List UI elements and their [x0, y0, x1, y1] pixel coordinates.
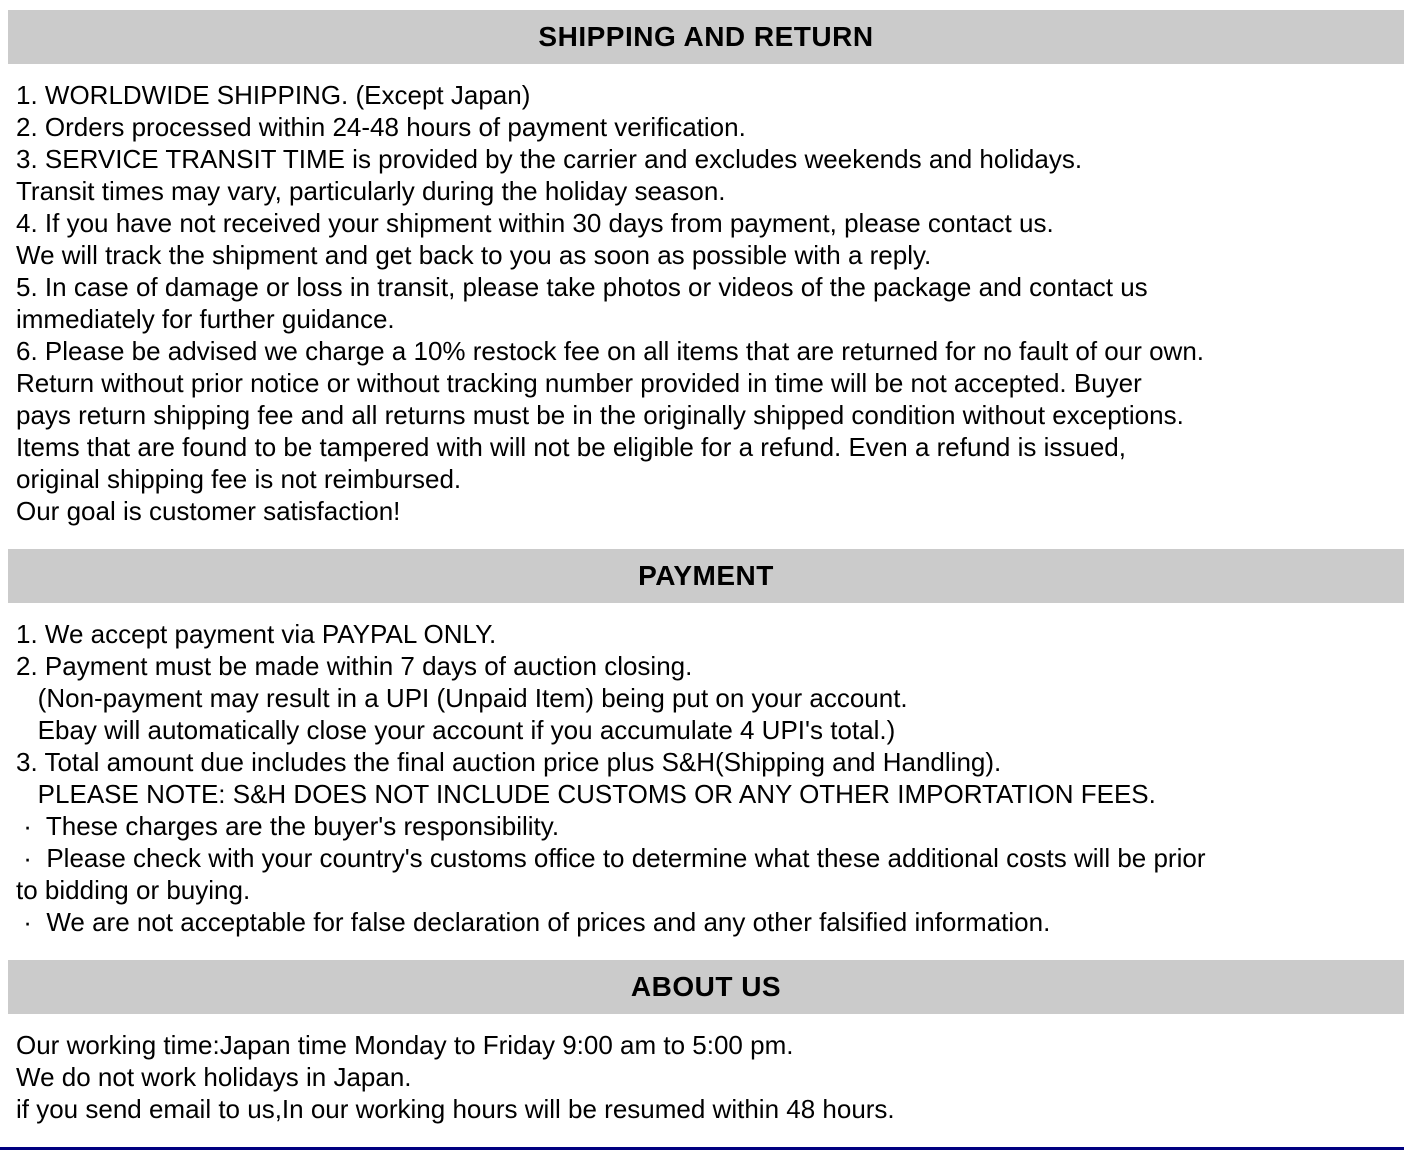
payment-text	[16, 618, 1404, 938]
text-line: Return without prior notice or without tracking number provided in time will be not accepted. Buyer	[16, 368, 1142, 398]
section-header-about-us	[8, 960, 1404, 1014]
text-line: 1. WORLDWIDE SHIPPING. (Except Japan)	[16, 80, 531, 110]
text-line: 2. Payment must be made within 7 days of auction closing.	[16, 651, 693, 681]
text-line: We will track the shipment and get back to you as soon as possible with a reply.	[16, 240, 932, 270]
text-line: We do not work holidays in Japan.	[16, 1062, 412, 1092]
text-line: 1. We accept payment via PAYPAL ONLY.	[16, 619, 497, 649]
text-line: 5. In case of damage or loss in transit, please take photos or videos of the package and contact us	[16, 272, 1148, 302]
text-line: Our working time:Japan time Monday to Friday 9:00 am to 5:00 pm.	[16, 1030, 794, 1060]
text-line: 2. Orders processed within 24-48 hours of payment verification.	[16, 112, 746, 142]
text-line: Transit times may vary, particularly during the holiday season.	[16, 176, 726, 206]
text-line: 4. If you have not received your shipment within 30 days from payment, please contact us.	[16, 208, 1054, 238]
text-line: original shipping fee is not reimbursed.	[16, 464, 462, 494]
policy-page	[0, 10, 1404, 1150]
text-line: Our goal is customer satisfaction!	[16, 496, 401, 526]
about-us-text	[16, 1029, 1404, 1125]
section-title: SHIPPING AND RETURN	[538, 21, 874, 52]
text-line: 3. Total amount due includes the final auction price plus S&H(Shipping and Handling).	[16, 747, 1002, 777]
text-line: · Please check with your country's customs office to determine what these additional costs will be prior	[16, 843, 1206, 873]
section-title: PAYMENT	[638, 560, 774, 591]
text-line: PLEASE NOTE: S&H DOES NOT INCLUDE CUSTOMS OR ANY OTHER IMPORTATION FEES.	[16, 779, 1156, 809]
text-line: · These charges are the buyer's responsibility.	[16, 811, 560, 841]
text-line: immediately for further guidance.	[16, 304, 395, 334]
shipping-and-return-text	[16, 79, 1404, 527]
text-line: to bidding or buying.	[16, 875, 251, 905]
text-line: Ebay will automatically close your account if you accumulate 4 UPI's total.)	[16, 715, 896, 745]
text-line: (Non-payment may result in a UPI (Unpaid Item) being put on your account.	[16, 683, 908, 713]
footer-divider-line	[0, 1147, 1404, 1150]
text-line: 6. Please be advised we charge a 10% restock fee on all items that are returned for no fault of our own.	[16, 336, 1205, 366]
section-header-payment	[8, 549, 1404, 603]
text-line: · We are not acceptable for false declaration of prices and any other falsified information.	[16, 907, 1051, 937]
text-line: if you send email to us,In our working hours will be resumed within 48 hours.	[16, 1094, 895, 1124]
text-line: pays return shipping fee and all returns must be in the originally shipped condition without exceptions.	[16, 400, 1184, 430]
text-line: Items that are found to be tampered with will not be eligible for a refund. Even a refund is issued,	[16, 432, 1126, 462]
text-line: 3. SERVICE TRANSIT TIME is provided by the carrier and excludes weekends and holidays.	[16, 144, 1083, 174]
section-title: ABOUT US	[630, 971, 782, 1002]
section-header-shipping-and-return	[8, 10, 1404, 64]
